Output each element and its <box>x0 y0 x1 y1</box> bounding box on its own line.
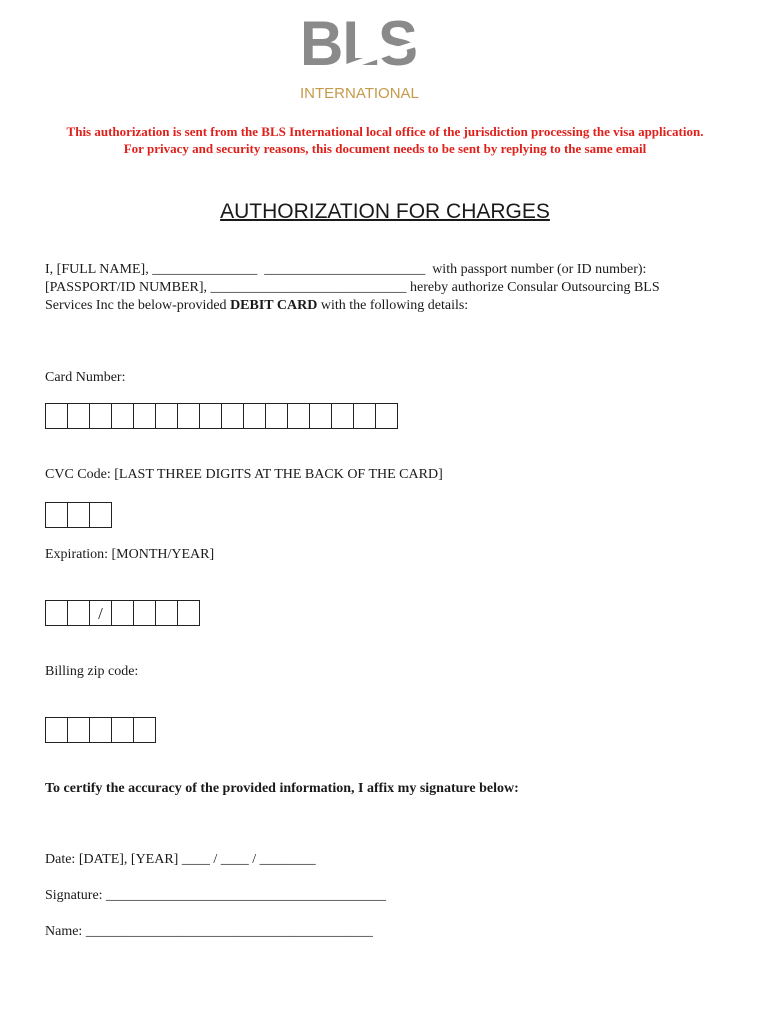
card-number-digit-box[interactable] <box>288 403 310 429</box>
card-number-digit-box[interactable] <box>156 403 178 429</box>
card-number-digit-box[interactable] <box>134 403 156 429</box>
card-number-boxes <box>45 403 398 429</box>
name-line[interactable]: Name: _________________________________________ <box>45 924 373 939</box>
card-number-digit-box[interactable] <box>112 403 134 429</box>
zip-digit-box[interactable] <box>90 717 112 743</box>
intro-line-2: [PASSPORT/ID NUMBER], ____________________________ hereby authorize Consular Outsourcing BLS <box>45 280 660 295</box>
logo-text: BLS <box>300 8 417 79</box>
debit-card-emphasis: DEBIT CARD <box>230 298 318 313</box>
expiration-digit-box: / <box>90 600 112 626</box>
card-number-digit-box[interactable] <box>178 403 200 429</box>
logo-swoosh-icon <box>296 18 428 90</box>
expiration-digit-box[interactable] <box>112 600 134 626</box>
expiration-label: Expiration: [MONTH/YEAR] <box>45 547 215 562</box>
certify-statement: To certify the accuracy of the provided information, I affix my signature below: <box>45 781 519 796</box>
intro-line-3-text: Services Inc the below-provided <box>45 298 231 313</box>
card-number-digit-box[interactable] <box>354 403 376 429</box>
intro-line-1: I, [FULL NAME], _______________ _______________________ with passport number (or ID number): <box>45 262 647 277</box>
expiration-digit-box[interactable] <box>68 600 90 626</box>
expiration-digit-box[interactable] <box>46 600 68 626</box>
card-number-digit-box[interactable] <box>46 403 68 429</box>
card-number-digit-box[interactable] <box>200 403 222 429</box>
zip-label: Billing zip code: <box>45 664 139 679</box>
cvc-digit-box[interactable] <box>68 502 90 528</box>
privacy-notice-line-1: This authorization is sent from the BLS International local office of the jurisdiction processing the visa application. <box>66 124 704 139</box>
privacy-notice-line-2: For privacy and security reasons, this document needs to be sent by replying to the same email <box>123 141 647 156</box>
card-number-digit-box[interactable] <box>68 403 90 429</box>
date-line[interactable]: Date: [DATE], [YEAR] ____ / ____ / ________ <box>45 852 316 867</box>
card-number-digit-box[interactable] <box>222 403 244 429</box>
cvc-digit-box[interactable] <box>90 502 112 528</box>
card-number-digit-box[interactable] <box>90 403 112 429</box>
card-number-digit-box[interactable] <box>376 403 398 429</box>
card-number-label: Card Number: <box>45 370 126 385</box>
card-number-digit-box[interactable] <box>310 403 332 429</box>
zip-digit-box[interactable] <box>134 717 156 743</box>
card-number-digit-box[interactable] <box>266 403 288 429</box>
cvc-boxes <box>45 502 112 528</box>
card-number-digit-box[interactable] <box>244 403 266 429</box>
card-number-digit-box[interactable] <box>332 403 354 429</box>
zip-digit-box[interactable] <box>68 717 90 743</box>
cvc-label: CVC Code: [LAST THREE DIGITS AT THE BACK OF THE CARD] <box>45 467 443 482</box>
intro-line-3-end: with the following details: <box>317 298 469 313</box>
zip-digit-box[interactable] <box>112 717 134 743</box>
intro-line-3 <box>45 297 468 315</box>
expiration-digit-box[interactable] <box>178 600 200 626</box>
document-title: AUTHORIZATION FOR CHARGES <box>220 200 550 223</box>
bls-international-logo <box>296 8 428 108</box>
logo-subtitle: INTERNATIONAL <box>300 85 419 102</box>
zip-digit-box[interactable] <box>46 717 68 743</box>
expiration-boxes <box>45 600 200 626</box>
cvc-digit-box[interactable] <box>46 502 68 528</box>
expiration-digit-box[interactable] <box>156 600 178 626</box>
zip-boxes <box>45 717 156 743</box>
signature-line[interactable]: Signature: ________________________________________ <box>45 888 387 903</box>
expiration-digit-box[interactable] <box>134 600 156 626</box>
